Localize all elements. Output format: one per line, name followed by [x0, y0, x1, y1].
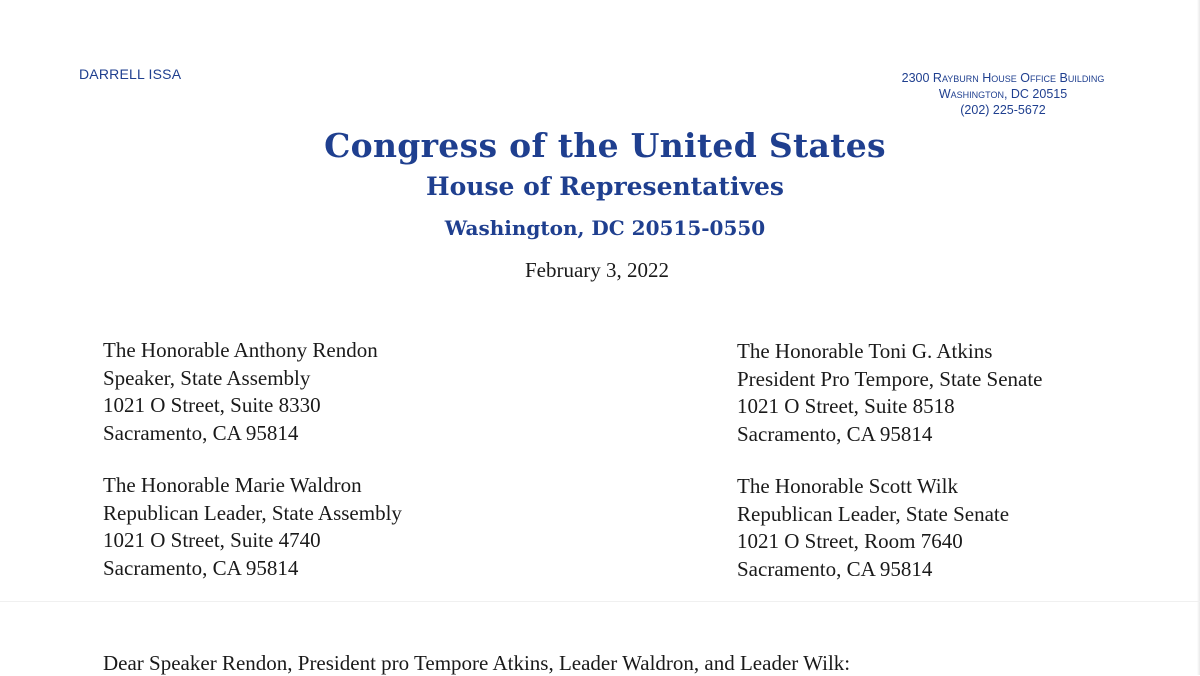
- recipient-block-rendon: [103, 337, 378, 447]
- sender-name: DARRELL ISSA: [79, 66, 182, 82]
- recipient-title: Speaker, State Assembly: [103, 365, 311, 390]
- office-phone: (202) 225-5672: [960, 103, 1046, 117]
- recipient-street: 1021 O Street, Suite 4740: [103, 528, 321, 552]
- letterhead-city: Washington, DC 20515-0550: [444, 216, 766, 240]
- office-address: [873, 70, 1133, 118]
- recipient-title: Republican Leader, State Assembly: [103, 500, 402, 525]
- letterhead-title: Congress of the United States: [324, 126, 886, 165]
- recipient-city: Sacramento, CA 95814: [103, 555, 299, 580]
- page-fold-line: [0, 601, 1200, 602]
- recipient-block-wilk: [737, 473, 1009, 583]
- recipient-city: Sacramento, CA 95814: [737, 421, 933, 446]
- office-city: Washington, DC 20515: [938, 87, 1068, 101]
- recipient-street: 1021 O Street, Suite 8330: [103, 393, 321, 417]
- recipient-street: 1021 O Street, Suite 8518: [737, 394, 955, 418]
- recipient-name: The Honorable Toni G. Atkins: [737, 339, 993, 363]
- recipient-name: The Honorable Scott Wilk: [737, 474, 958, 498]
- letterhead-subtitle: House of Representatives: [426, 172, 784, 201]
- recipient-name: The Honorable Anthony Rendon: [103, 338, 378, 362]
- recipient-block-waldron: [103, 472, 402, 582]
- letter-date: February 3, 2022: [524, 258, 670, 282]
- recipient-name: The Honorable Marie Waldron: [103, 473, 362, 497]
- recipient-street: 1021 O Street, Room 7640: [737, 529, 963, 553]
- recipient-city: Sacramento, CA 95814: [103, 420, 299, 445]
- office-building: 2300 Rayburn House Office Building: [901, 71, 1105, 85]
- recipient-title: Republican Leader, State Senate: [737, 501, 1010, 526]
- salutation: Dear Speaker Rendon, President pro Tempore Atkins, Leader Waldron, and Leader Wilk:: [103, 651, 851, 675]
- recipient-city: Sacramento, CA 95814: [737, 556, 933, 581]
- recipient-block-atkins: [737, 338, 1043, 448]
- recipient-title: President Pro Tempore, State Senate: [737, 366, 1043, 391]
